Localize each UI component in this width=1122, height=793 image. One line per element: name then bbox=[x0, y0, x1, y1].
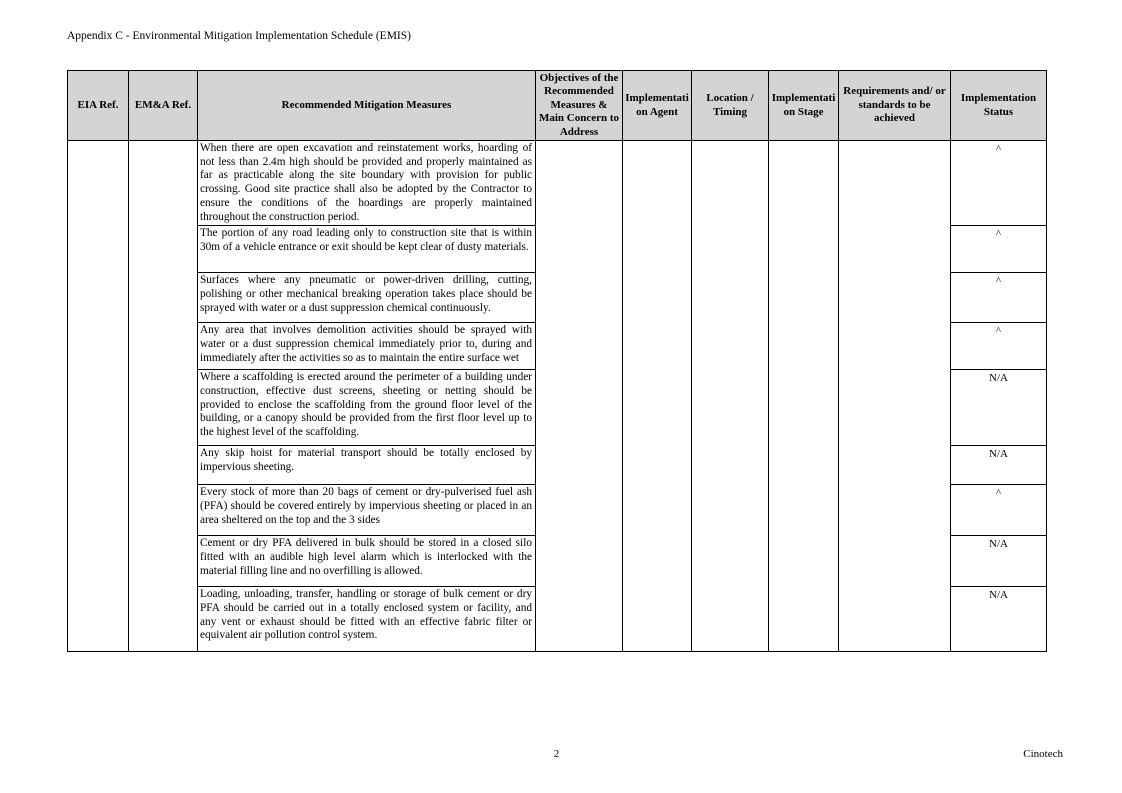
status-cell: N/A bbox=[951, 587, 1047, 652]
measure-cell: Surfaces where any pneumatic or power-driven drilling, cutting, polishing or other mechanical breaking operation takes place should be sprayed with water or a dust suppression chemical continuously. bbox=[198, 273, 536, 323]
status-cell: ^ bbox=[951, 141, 1047, 226]
col-header-requirements-standards: Requirements and/ or standards to be achieved bbox=[839, 71, 951, 141]
page-number: 2 bbox=[553, 748, 560, 760]
col-header-objectives: Objectives of the Recommended Measures & Main Concern to Address bbox=[536, 71, 623, 141]
col-header-eia-ref: EIA Ref. bbox=[68, 71, 129, 141]
measure-cell: Where a scaffolding is erected around the perimeter of a building under construction, effective dust screens, sheeting or netting should be provided to enclose the scaffolding from the ground floor level of the building, or a canopy should be provided from the first floor level up to the highest level of the scaffolding. bbox=[198, 370, 536, 446]
mitigation-row bbox=[68, 141, 1047, 226]
status-cell: ^ bbox=[951, 226, 1047, 273]
col-header-ema-ref: EM&A Ref. bbox=[129, 71, 198, 141]
measure-cell: Every stock of more than 20 bags of cement or dry-pulverised fuel ash (PFA) should be covered entirely by impervious sheeting or placed in an area sheltered on the top and the 3 sides bbox=[198, 485, 536, 536]
page-title: Appendix C - Environmental Mitigation Implementation Schedule (EMIS) bbox=[67, 30, 411, 42]
emis-table bbox=[67, 70, 1047, 652]
status-cell: ^ bbox=[951, 273, 1047, 323]
status-cell: N/A bbox=[951, 446, 1047, 485]
requirements-cell bbox=[839, 141, 951, 652]
footer-company: Cinotech bbox=[1023, 748, 1063, 760]
col-header-implementation-agent: Implementation Agent bbox=[623, 71, 692, 141]
status-cell: ^ bbox=[951, 323, 1047, 370]
measure-cell: Loading, unloading, transfer, handling or storage of bulk cement or dry PFA should be carried out in a totally enclosed system or facility, and any vent or exhaust should be fitted with an effective fabric filter or equivalent air pollution control system. bbox=[198, 587, 536, 652]
measure-cell: Any area that involves demolition activities should be sprayed with water or a dust suppression chemical immediately prior to, during and immediately after the activities so as to maintain the entire surface wet bbox=[198, 323, 536, 370]
ema-ref-cell bbox=[129, 141, 198, 652]
implementation-agent-cell bbox=[623, 141, 692, 652]
col-header-location-timing: Location / Timing bbox=[692, 71, 769, 141]
objectives-cell bbox=[536, 141, 623, 652]
measure-cell: The portion of any road leading only to construction site that is within 30m of a vehicle entrance or exit should be kept clear of dusty materials. bbox=[198, 226, 536, 273]
implementation-stage-cell bbox=[769, 141, 839, 652]
eia-ref-cell bbox=[68, 141, 129, 652]
header-row bbox=[68, 71, 1047, 141]
measure-cell: Cement or dry PFA delivered in bulk should be stored in a closed silo fitted with an audible high level alarm which is interlocked with the material filling line and no overfilling is allowed. bbox=[198, 536, 536, 587]
measure-cell: Any skip hoist for material transport should be totally enclosed by impervious sheeting. bbox=[198, 446, 536, 485]
location-timing-cell bbox=[692, 141, 769, 652]
status-cell: N/A bbox=[951, 536, 1047, 587]
measure-cell: When there are open excavation and reinstatement works, hoarding of not less than 2.4m high should be provided and properly maintained as far as practicable along the site boundary with provision for public crossing. Good site practice shall also be adopted by the Contractor to ensure the conditions of the hoardings are properly maintained throughout the construction period. bbox=[198, 141, 536, 226]
status-cell: N/A bbox=[951, 370, 1047, 446]
col-header-recommended-mitigation-measures: Recommended Mitigation Measures bbox=[198, 71, 536, 141]
col-header-implementation-status: Implementation Status bbox=[951, 71, 1047, 141]
status-cell: ^ bbox=[951, 485, 1047, 536]
col-header-implementation-stage: Implementation Stage bbox=[769, 71, 839, 141]
